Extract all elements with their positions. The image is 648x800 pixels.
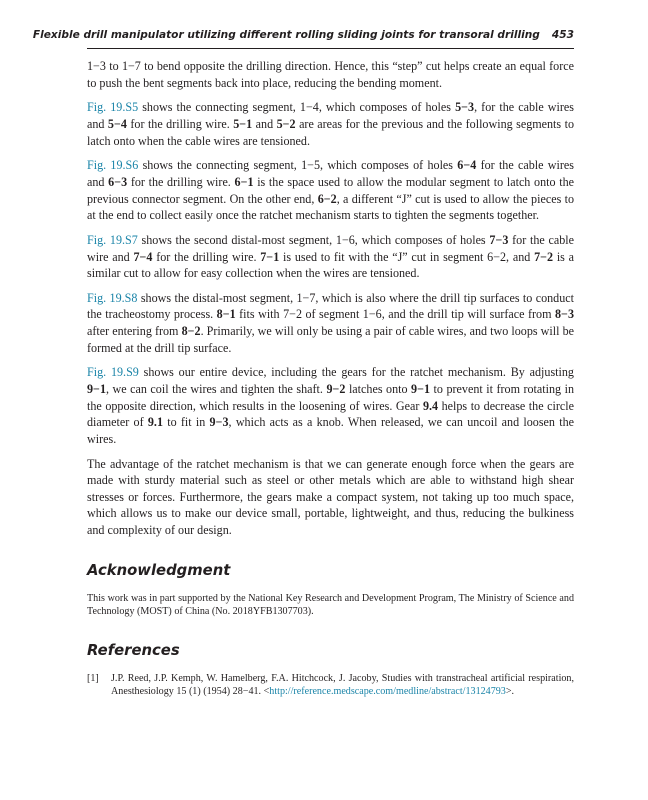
paragraph-text: , which acts as a knob. When released, we can uncoil and loosen the wires. bbox=[87, 415, 574, 446]
body-paragraph bbox=[87, 232, 574, 282]
paragraph-text: shows the connecting segment, 1−4, which composes of holes bbox=[138, 100, 456, 115]
paragraph-text: 1−3 to 1−7 to bend opposite the drilling direction. Hence, this “step” cut helps create an equal force to push the bent segments back into place, reducing the bending moment. bbox=[87, 59, 574, 90]
paragraph-text: for the drilling wire. bbox=[152, 249, 261, 264]
body-paragraph bbox=[87, 157, 574, 223]
paragraph-text: , we can coil the wires and tighten the shaft. bbox=[106, 382, 327, 397]
paragraph-text: is used to fit with the “J” cut in segment 6−2, and bbox=[279, 249, 535, 264]
part-label: 9.1 bbox=[147, 415, 163, 430]
paragraph-text: latches onto bbox=[345, 382, 412, 397]
header-rule bbox=[87, 48, 574, 49]
reference-item bbox=[87, 672, 574, 699]
paragraph-text: shows the distal-most segment, 1−7, which is also where the drill tip surfaces to conduct the tracheostomy process. bbox=[87, 290, 575, 322]
part-label: 5−3 bbox=[455, 100, 475, 115]
paragraph-text: for the drilling wire. bbox=[126, 116, 234, 131]
figure-link[interactable]: Fig. 19.S9 bbox=[87, 365, 139, 380]
reference-number: [1] bbox=[87, 672, 99, 684]
part-label: 9−1 bbox=[87, 382, 106, 397]
paragraph-text: to fit in bbox=[163, 415, 210, 430]
part-label: 7−4 bbox=[133, 249, 153, 264]
paragraph-text: after entering from bbox=[87, 324, 182, 339]
running-head-title: Flexible drill manipulator utilizing different rolling sliding joints for transoral drilling bbox=[32, 29, 540, 41]
paragraph-text: , a different “J” cut is used to allow the pieces to at the end to collect easily once the ratchet mechanism starts to tighten the segments together. bbox=[87, 191, 574, 223]
part-label: 6−4 bbox=[457, 158, 477, 173]
paragraph-text: for the cable wire and bbox=[87, 232, 574, 264]
body-paragraphs bbox=[87, 58, 574, 539]
paragraph-text: and bbox=[252, 116, 277, 131]
paragraph-text: , for the cable wires and bbox=[87, 100, 574, 131]
reference-url-link[interactable]: http://reference.medscape.com/medline/abstract/13124793 bbox=[269, 686, 506, 698]
paragraph-text: . Primarily, we will only be using a pair of cable wires, and two loops will be formed at the drill tip surface. bbox=[87, 324, 574, 355]
part-label: 8−3 bbox=[555, 307, 574, 322]
body-paragraph bbox=[87, 290, 574, 356]
running-head bbox=[32, 29, 574, 41]
paragraph-text: shows our entire device, including the gears for the ratchet mechanism. By adjusting bbox=[138, 365, 574, 380]
figure-link[interactable]: Fig. 19.S7 bbox=[87, 232, 138, 247]
part-label: 7−2 bbox=[534, 249, 554, 264]
figure-link[interactable]: Fig. 19.S8 bbox=[87, 290, 138, 305]
body-paragraph bbox=[87, 364, 574, 447]
paragraph-text: fits with 7−2 of segment 1−6, and the drill tip will surface from bbox=[235, 307, 555, 322]
acknowledgment-text: This work was in part supported by the National Key Research and Development Program, The Ministry of Science and Technology (MOST) of China (No. 2018YFB1307703). bbox=[87, 592, 574, 618]
part-label: 6−1 bbox=[234, 174, 254, 189]
references-heading: References bbox=[87, 641, 180, 659]
paragraph-text: is a similar cut to allow for easy collection when the wires are tensioned. bbox=[87, 249, 575, 281]
paragraph-text: to prevent it from rotating in the opposite direction, which results in the loosening of wires. Gear bbox=[87, 382, 575, 413]
part-label: 7−3 bbox=[489, 232, 509, 247]
reference-body bbox=[111, 672, 574, 699]
acknowledgment-heading: Acknowledgment bbox=[87, 561, 231, 579]
part-label: 8−1 bbox=[216, 307, 236, 322]
paragraph-text: for the drilling wire. bbox=[127, 174, 235, 189]
body-paragraph bbox=[87, 99, 574, 149]
paragraph-text: for the cable wires and bbox=[87, 158, 574, 189]
body-paragraph bbox=[87, 58, 574, 91]
paragraph-text: shows the second distal-most segment, 1−6, which composes of holes bbox=[137, 232, 490, 247]
part-label: 9−3 bbox=[209, 415, 229, 430]
page-number: 453 bbox=[551, 29, 574, 41]
reference-text-end: >. bbox=[505, 686, 515, 698]
paragraph-text: are areas for the previous and the following segments to latch onto when the cable wires are tensioned. bbox=[87, 116, 574, 148]
paragraph-text: helps to decrease the circle diameter of bbox=[87, 398, 574, 430]
figure-link[interactable]: Fig. 19.S5 bbox=[87, 100, 139, 115]
part-label: 8−2 bbox=[181, 324, 201, 339]
part-label: 9.4 bbox=[422, 398, 439, 413]
part-label: 5−2 bbox=[276, 116, 296, 131]
paragraph-text: is the space used to allow the modular segment to latch onto the previous connector segment. On the other end, bbox=[87, 174, 574, 206]
figure-link[interactable]: Fig. 19.S6 bbox=[87, 158, 139, 173]
part-label: 5−4 bbox=[107, 116, 127, 131]
paragraph-text: shows the connecting segment, 1−5, which composes of holes bbox=[138, 158, 458, 173]
part-label: 7−1 bbox=[260, 249, 280, 264]
part-label: 9−1 bbox=[411, 382, 431, 397]
body-paragraph bbox=[87, 456, 574, 539]
part-label: 9−2 bbox=[326, 382, 346, 397]
part-label: 6−3 bbox=[108, 174, 128, 189]
reference-text: J.P. Reed, J.P. Kemph, W. Hamelberg, F.A. Hitchcock, J. Jacoby, Studies with transtracheal artificial respiration, Anesthesiology 15 (1) (1954) 28−41. < bbox=[111, 672, 574, 698]
part-label: 6−2 bbox=[317, 191, 337, 206]
main-content bbox=[87, 58, 574, 699]
paragraph-text: The advantage of the ratchet mechanism is that we can generate enough force when the gears are made with sturdy material such as steel or other metals which are able to withstand high shear stresses or forces. Furthermore, the gears make a compact system, not taking up too much space, which allows us to make our device small, portable, lightweight, and thus, reducing the bulkiness and complexity of our design. bbox=[87, 456, 574, 537]
part-label: 5−1 bbox=[233, 116, 253, 131]
reference-list bbox=[87, 672, 574, 699]
